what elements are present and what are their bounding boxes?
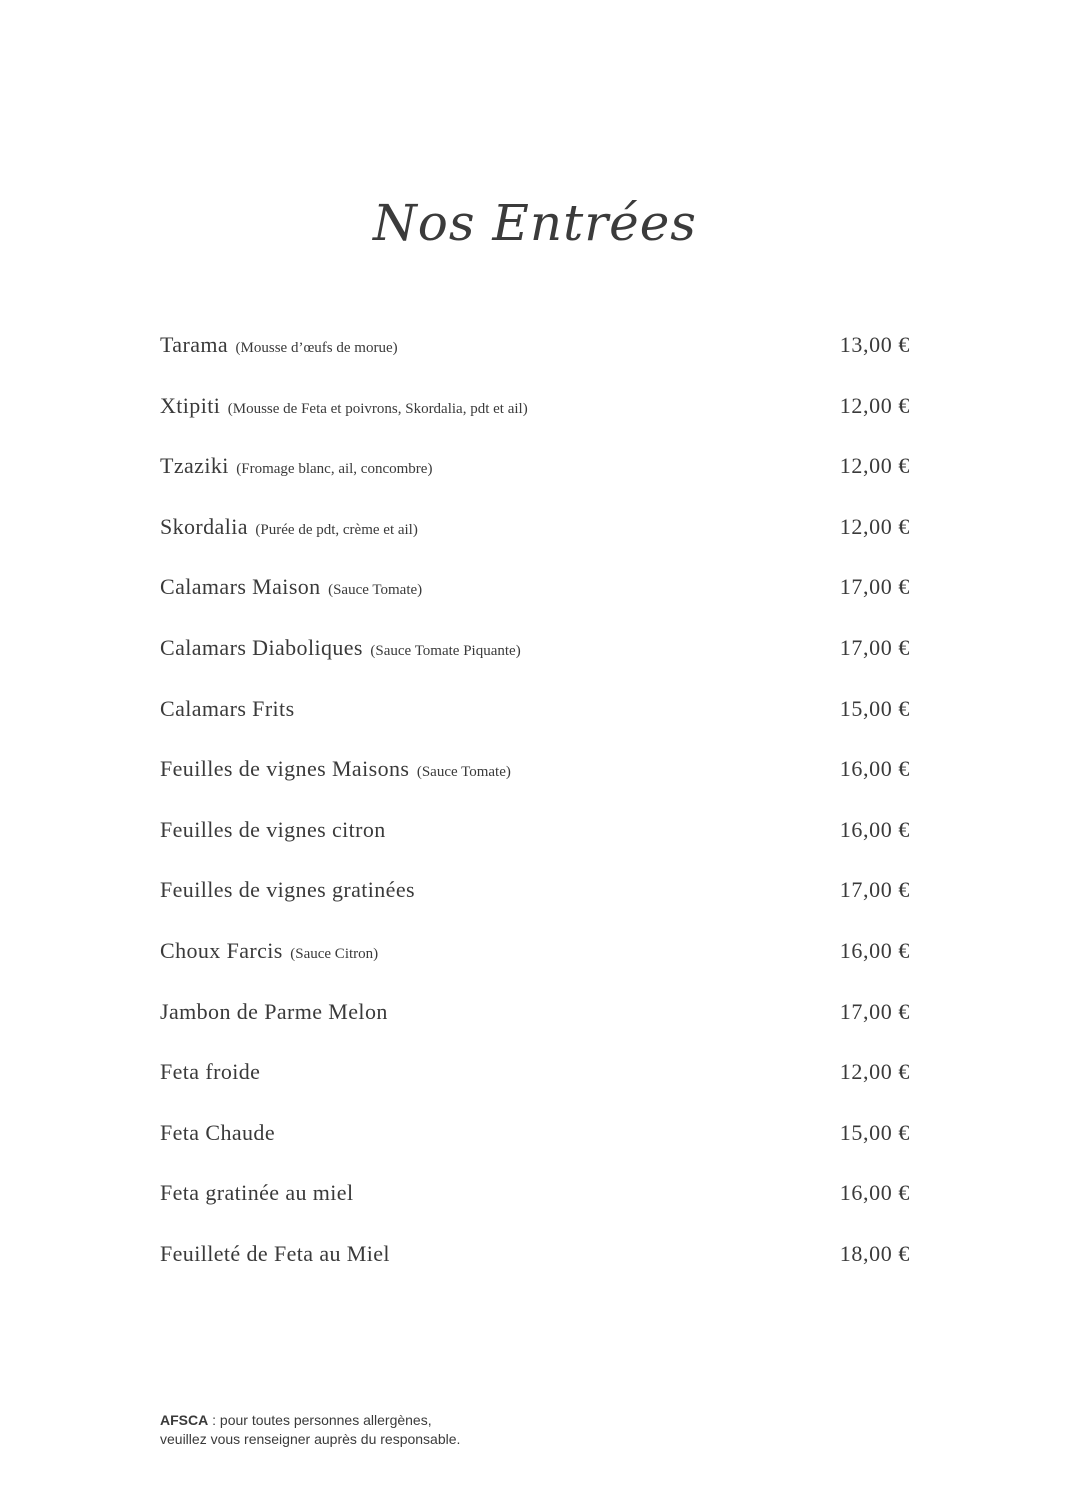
dish-price: 16,00 € bbox=[839, 1180, 910, 1206]
dish-name: Tarama bbox=[160, 332, 229, 357]
dish-note: (Sauce Tomate Piquante) bbox=[370, 642, 521, 659]
dish bbox=[160, 867, 417, 916]
dish-price: 17,00 € bbox=[839, 634, 910, 660]
dish-price: 16,00 € bbox=[839, 816, 910, 842]
dish-name: Choux Farcis bbox=[160, 937, 283, 963]
dish bbox=[160, 443, 432, 492]
dish-price: 17,00 € bbox=[839, 574, 910, 600]
dish bbox=[160, 746, 511, 795]
menu-item bbox=[160, 807, 910, 868]
menu-item bbox=[160, 322, 910, 383]
menu-item bbox=[160, 746, 910, 807]
menu-item bbox=[160, 564, 910, 625]
allergen-notice-text: : pour toutes personnes allergènes, bbox=[208, 1412, 432, 1428]
dish-price: 17,00 € bbox=[839, 877, 910, 903]
dish bbox=[160, 807, 388, 856]
dish bbox=[160, 1049, 262, 1098]
dish-name: Feuilles de vignes Maisons bbox=[160, 756, 410, 782]
dish bbox=[160, 1170, 356, 1219]
menu-item bbox=[160, 1049, 910, 1110]
dish-price: 12,00 € bbox=[839, 1059, 910, 1085]
dish-note: (Sauce Citron) bbox=[290, 945, 379, 962]
dish-name: Calamars Maison bbox=[160, 574, 321, 600]
dish-price: 15,00 € bbox=[839, 1119, 910, 1145]
dish-name: Feta gratinée au miel bbox=[160, 1180, 354, 1206]
allergen-notice-line-1 bbox=[160, 1411, 460, 1430]
dish-note: (Sauce Tomate) bbox=[416, 764, 511, 781]
dish-price: 12,00 € bbox=[839, 453, 910, 479]
allergen-notice bbox=[160, 1411, 460, 1449]
menu-item bbox=[160, 1231, 910, 1292]
dish-price: 15,00 € bbox=[839, 695, 910, 721]
menu-item bbox=[160, 383, 910, 444]
dish-name: Calamars Frits bbox=[160, 695, 295, 721]
menu-item bbox=[160, 1170, 910, 1231]
dish bbox=[160, 383, 528, 432]
dish bbox=[160, 625, 521, 674]
dish-note: (Mousse d’œufs de morue) bbox=[235, 340, 398, 356]
dish-price: 13,00 € bbox=[839, 332, 910, 357]
dish-name: Xtipiti bbox=[160, 392, 221, 418]
dish-price: 18,00 € bbox=[839, 1240, 910, 1266]
dish-price: 16,00 € bbox=[839, 756, 910, 782]
dish bbox=[160, 989, 390, 1038]
dish-name: Calamars Diaboliques bbox=[160, 634, 363, 660]
menu-list bbox=[160, 322, 910, 1292]
dish-name: Feuilles de vignes citron bbox=[160, 816, 386, 842]
dish-note: (Purée de pdt, crème et ail) bbox=[255, 521, 418, 538]
afsca-label: AFSCA bbox=[160, 1412, 209, 1428]
dish-name: Jambon de Parme Melon bbox=[160, 998, 388, 1024]
dish-name: Feuilleté de Feta au Miel bbox=[160, 1240, 390, 1266]
dish bbox=[160, 928, 378, 977]
menu-item bbox=[160, 686, 910, 747]
menu-item bbox=[160, 504, 910, 565]
dish-note: (Sauce Tomate) bbox=[328, 582, 423, 599]
menu-item bbox=[160, 443, 910, 504]
menu-item bbox=[160, 1110, 910, 1171]
menu-item bbox=[160, 928, 910, 989]
dish-name: Feta Chaude bbox=[160, 1119, 275, 1145]
dish bbox=[160, 322, 398, 371]
dish-name: Feta froide bbox=[160, 1059, 261, 1085]
dish-note: (Fromage blanc, ail, concombre) bbox=[236, 461, 433, 478]
dish bbox=[160, 504, 418, 553]
menu-item bbox=[160, 867, 910, 928]
dish bbox=[160, 1110, 277, 1159]
allergen-notice-line-2: veuillez vous renseigner auprès du responsable. bbox=[160, 1431, 461, 1447]
dish-note: (Mousse de Feta et poivrons, Skordalia, pdt et ail) bbox=[227, 400, 528, 417]
dish-price: 16,00 € bbox=[839, 937, 910, 963]
dish-price: 12,00 € bbox=[839, 513, 910, 539]
dish bbox=[160, 1231, 392, 1280]
dish-price: 17,00 € bbox=[839, 998, 910, 1024]
dish-price: 12,00 € bbox=[839, 392, 910, 418]
dish-name: Skordalia bbox=[160, 513, 248, 539]
dish-name: Tzaziki bbox=[160, 453, 229, 479]
page-title: Nos Entrées bbox=[373, 194, 697, 252]
dish bbox=[160, 564, 422, 613]
dish-name: Feuilles de vignes gratinées bbox=[160, 877, 415, 903]
dish bbox=[160, 686, 297, 735]
menu-item bbox=[160, 625, 910, 686]
menu-item bbox=[160, 989, 910, 1050]
